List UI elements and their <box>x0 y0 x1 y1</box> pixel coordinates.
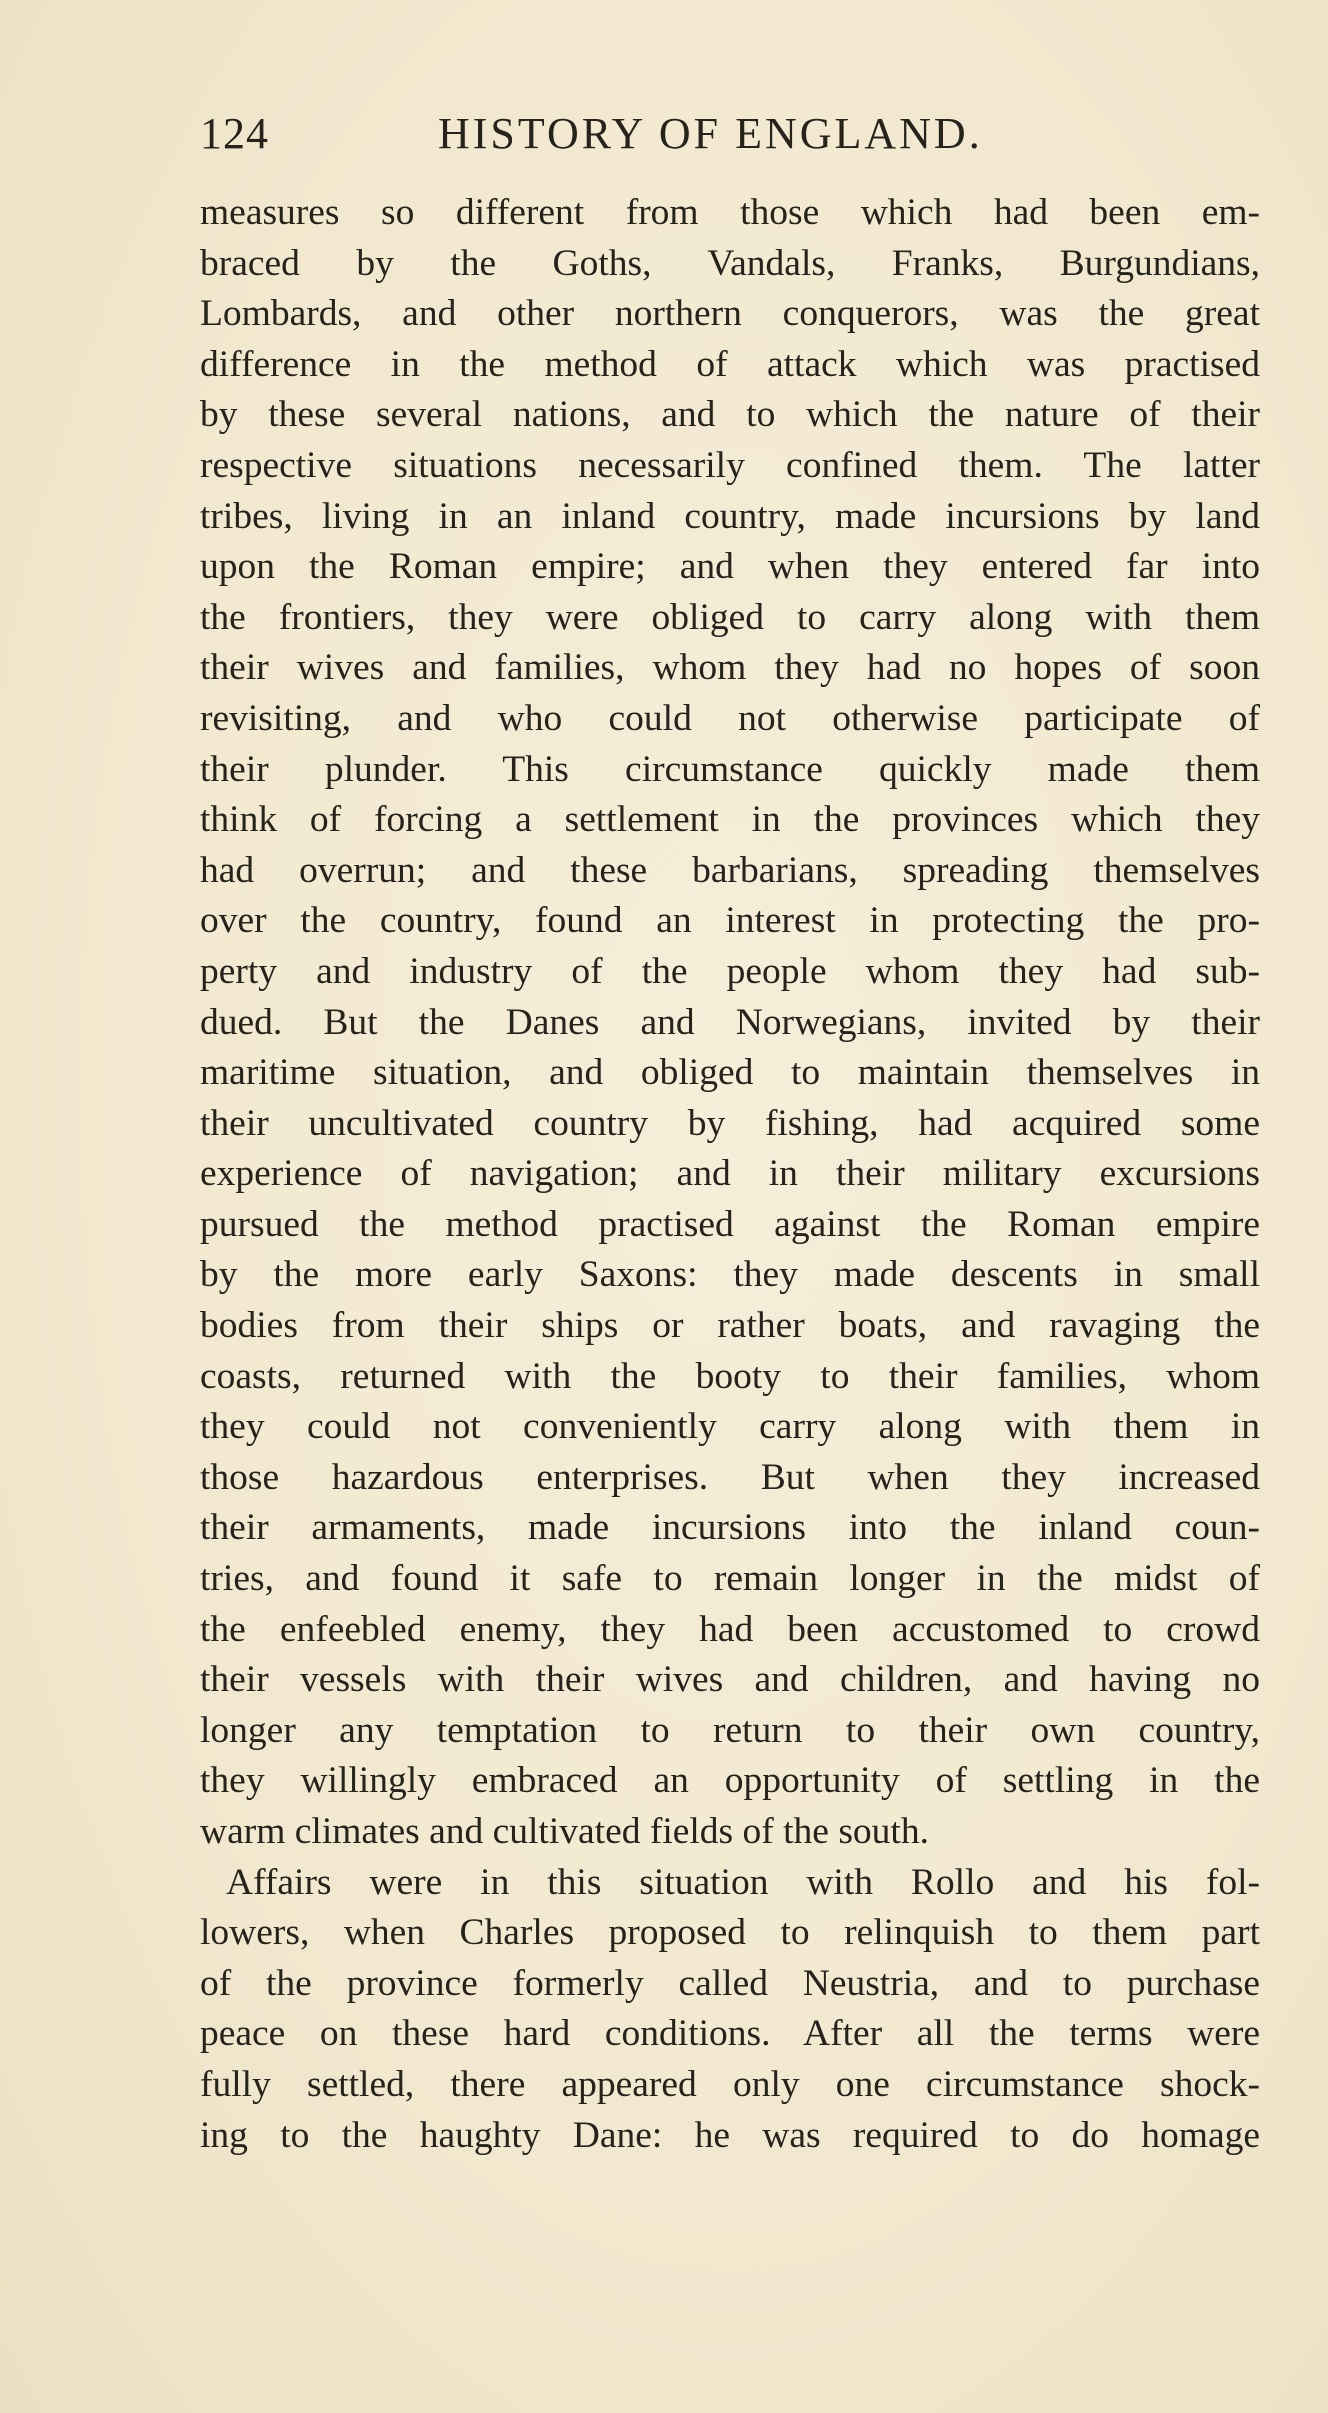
text-line: they could not conveniently carry along with them in <box>200 1406 1260 1448</box>
text-line: dued. But the Danes and Norwegians, invited by their <box>200 1001 1260 1043</box>
text-line: their plunder. This circumstance quickly made them <box>200 748 1260 790</box>
text-line: peace on these hard conditions. After all the terms were <box>200 2013 1260 2055</box>
text-line: fully settled, there appeared only one circumstance shock- <box>200 2063 1260 2105</box>
text-line: bodies from their ships or rather boats, and ravaging the <box>200 1305 1260 1347</box>
text-line: maritime situation, and obliged to maintain themselves in <box>200 1052 1260 1094</box>
text-line: their wives and families, whom they had no hopes of soon <box>200 647 1260 689</box>
text-line: of the province formerly called Neustria, and to purchase <box>200 1962 1260 2004</box>
text-line: their armaments, made incursions into the inland coun- <box>200 1507 1260 1549</box>
text-line: their vessels with their wives and children, and having no <box>200 1659 1260 1701</box>
text-line: think of forcing a settlement in the provinces which they <box>200 799 1260 841</box>
paragraph-2 <box>200 1858 1260 2162</box>
text-line: tribes, living in an inland country, made incursions by land <box>200 495 1260 537</box>
text-line: over the country, found an interest in protecting the pro- <box>200 900 1260 942</box>
text-line: Affairs were in this situation with Rollo and his fol- <box>226 1861 1260 1903</box>
text-line: upon the Roman empire; and when they entered far into <box>200 546 1260 588</box>
text-line: their uncultivated country by fishing, had acquired some <box>200 1102 1260 1144</box>
text-line: had overrun; and these barbarians, spreading themselves <box>200 849 1260 891</box>
text-line: warm climates and cultivated fields of the south. <box>200 1811 929 1852</box>
paragraph-1 <box>200 188 1260 1858</box>
text-line: pursued the method practised against the Roman empire <box>200 1203 1260 1245</box>
body-text <box>200 188 1260 2161</box>
text-line: those hazardous enterprises. But when they increased <box>200 1456 1260 1498</box>
text-line: coasts, returned with the booty to their families, whom <box>200 1355 1260 1397</box>
text-line: tries, and found it safe to remain longer in the midst of <box>200 1558 1260 1600</box>
text-line: by these several nations, and to which the nature of their <box>200 394 1260 436</box>
text-line: measures so different from those which had been em- <box>200 192 1260 233</box>
text-line: respective situations necessarily confined them. The latter <box>200 444 1260 486</box>
text-line: they willingly embraced an opportunity of settling in the <box>200 1760 1260 1802</box>
text-line: the enfeebled enemy, they had been accustomed to crowd <box>200 1608 1260 1650</box>
text-line: Lombards, and other northern conquerors, was the great <box>200 293 1260 335</box>
page-number: 124 <box>200 109 269 158</box>
text-line: ing to the haughty Dane: he was required to do homage <box>200 2114 1260 2156</box>
text-line: braced by the Goths, Vandals, Franks, Burgundians, <box>200 242 1260 284</box>
text-line: revisiting, and who could not otherwise participate of <box>200 697 1260 739</box>
text-line: difference in the method of attack which was practised <box>200 343 1260 385</box>
text-line: perty and industry of the people whom they had sub- <box>200 950 1260 992</box>
text-line: the frontiers, they were obliged to carry along with them <box>200 596 1260 638</box>
text-line: longer any temptation to return to their own country, <box>200 1709 1260 1751</box>
running-head <box>200 108 1260 168</box>
text-line: experience of navigation; and in their military excursions <box>200 1153 1260 1195</box>
text-line: lowers, when Charles proposed to relinquish to them part <box>200 1912 1260 1954</box>
running-title: HISTORY OF ENGLAND. <box>438 109 983 158</box>
text-line: by the more early Saxons: they made descents in small <box>200 1254 1260 1296</box>
